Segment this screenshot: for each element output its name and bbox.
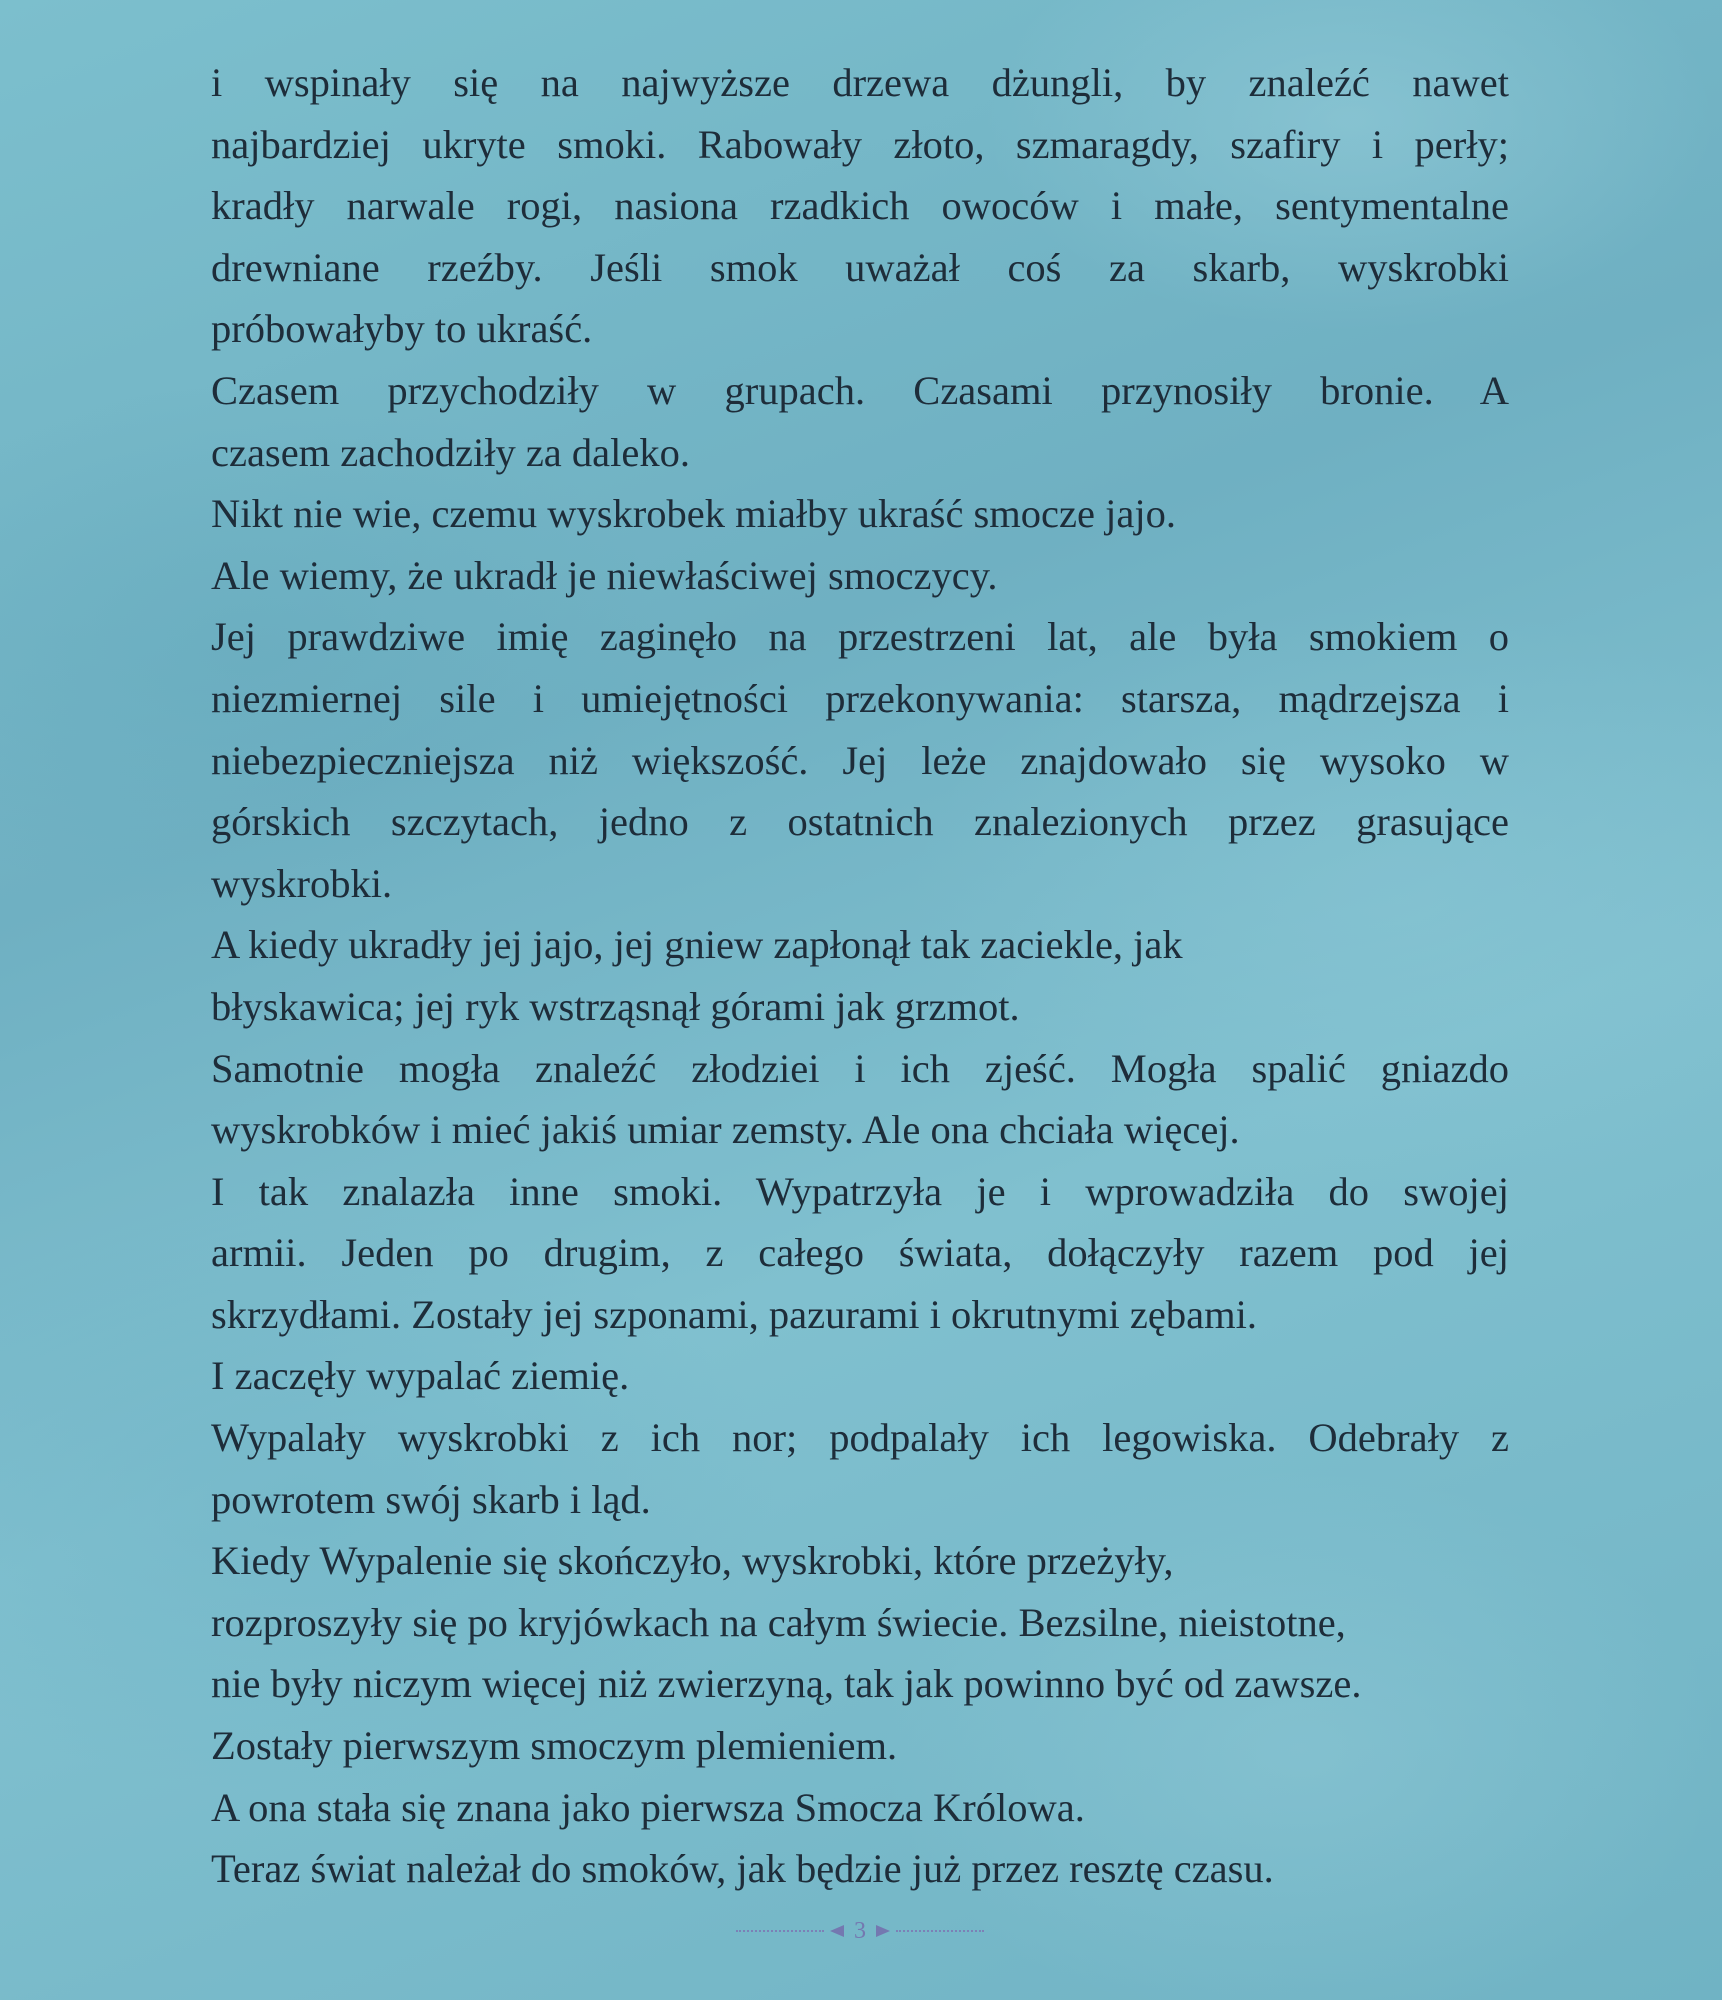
text-line: skrzydłami. Zostały jej szponami, pazurami i okrutnymi zębami. (211, 1291, 1257, 1337)
page-number: 3 (854, 1917, 866, 1944)
text-line: Zostały pierwszym smoczym plemieniem. (211, 1723, 898, 1769)
text-line: najbardziej ukryte smoki. Rabowały złoto, szmaragdy, szafiry i perły; (211, 121, 1509, 167)
text-line: kradły narwale rogi, nasiona rzadkich owoców i małe, sentymentalne (211, 183, 1509, 229)
text-line: czasem zachodziły za daleko. (211, 429, 690, 475)
arrow-left-ornament-icon (830, 1925, 844, 1937)
text-line: Czasem przychodziły w grupach. Czasami przynosiły bronie. A (211, 367, 1509, 413)
text-line: nie były niczym więcej niż zwierzyną, tak jak powinno być od zawsze. (211, 1661, 1362, 1707)
body-text (211, 52, 1509, 1900)
text-line: Ale wiemy, że ukradł je niewłaściwej smoczycy. (211, 552, 998, 598)
text-line: Wypalały wyskrobki z ich nor; podpalały ich legowiska. Odebrały z (211, 1415, 1509, 1461)
arrow-right-ornament-icon (876, 1925, 890, 1937)
footer-dotted-line-left (736, 1930, 824, 1932)
text-line: Jej prawdziwe imię zaginęło na przestrzeni lat, ale była smokiem o (211, 614, 1509, 660)
text-line: i wspinały się na najwyższe drzewa dżungli, by znaleźć nawet (211, 60, 1509, 105)
footer-dotted-line-right (896, 1930, 984, 1932)
text-line: wyskrobki. (211, 860, 393, 906)
text-line: A ona stała się znana jako pierwsza Smocza Królowa. (211, 1784, 1085, 1830)
text-line: Samotnie mogła znaleźć złodziei i ich zjeść. Mogła spalić gniazdo (211, 1045, 1509, 1091)
text-line: Nikt nie wie, czemu wyskrobek miałby ukraść smocze jajo. (211, 491, 1176, 537)
text-line: niezmiernej sile i umiejętności przekonywania: starsza, mądrzejsza i (211, 675, 1509, 721)
text-line: próbowałyby to ukraść. (211, 306, 593, 352)
text-line: błyskawica; jej ryk wstrząsnął górami jak grzmot. (211, 983, 1020, 1029)
text-line: I tak znalazła inne smoki. Wypatrzyła je i wprowadziła do swojej (211, 1168, 1509, 1214)
text-line: wyskrobków i mieć jakiś umiar zemsty. Ale ona chciała więcej. (211, 1107, 1240, 1153)
text-line: powrotem swój skarb i ląd. (211, 1476, 651, 1522)
text-line: Kiedy Wypalenie się skończyło, wyskrobki, które przeżyły, (211, 1538, 1174, 1584)
text-line: górskich szczytach, jedno z ostatnich znalezionych przez grasujące (211, 799, 1509, 845)
text-line: I zaczęły wypalać ziemię. (211, 1353, 630, 1399)
text-line: rozproszyły się po kryjówkach na całym świecie. Bezsilne, nieistotne, (211, 1599, 1346, 1645)
text-line: niebezpieczniejsza niż większość. Jej leże znajdowało się wysoko w (211, 737, 1509, 783)
text-line: armii. Jeden po drugim, z całego świata, dołączyły razem pod jej (211, 1230, 1509, 1276)
page-footer (710, 1918, 1010, 1944)
text-line: drewniane rzeźby. Jeśli smok uważał coś za skarb, wyskrobki (211, 244, 1509, 290)
text-line: A kiedy ukradły jej jajo, jej gniew zapłonął tak zaciekle, jak (211, 922, 1183, 968)
text-line: Teraz świat należał do smoków, jak będzie już przez resztę czasu. (211, 1846, 1274, 1892)
